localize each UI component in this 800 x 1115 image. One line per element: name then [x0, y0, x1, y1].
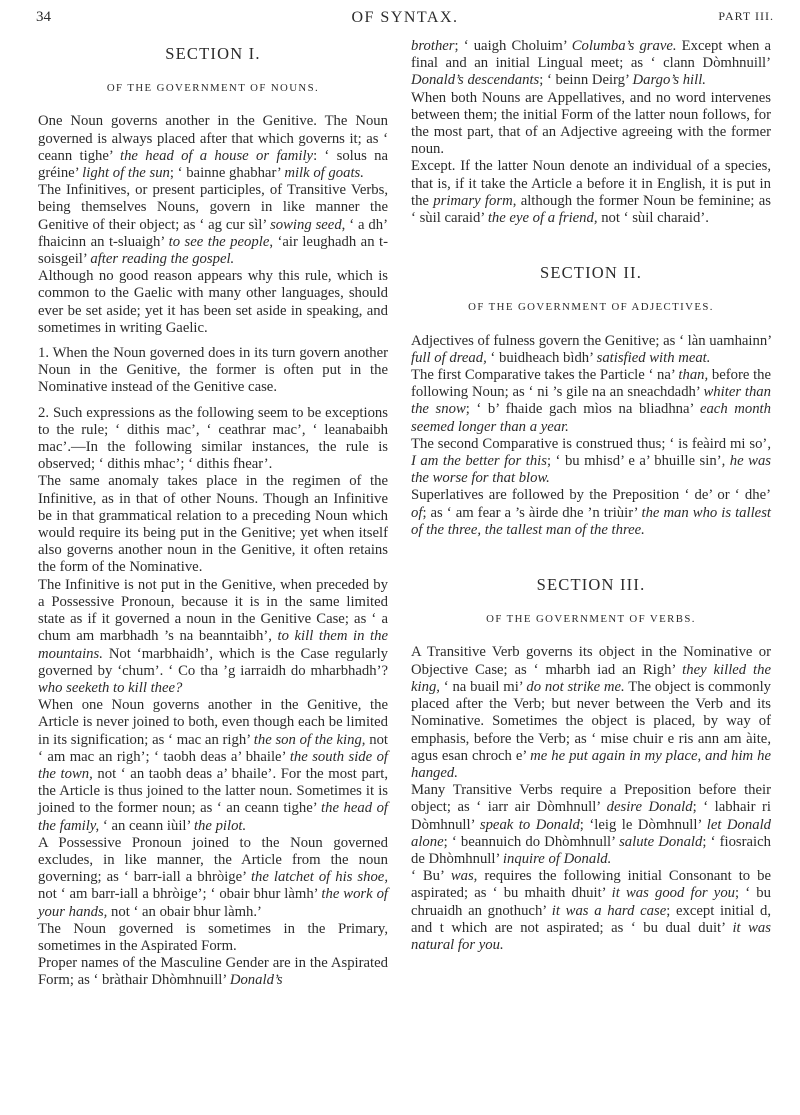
running-title: OF SYNTAX. — [351, 9, 459, 26]
paragraph: 1. When the Noun governed does in its turn govern another Noun in the Genitive, the former is often put in the Nominative instead of the Genitive case. — [38, 345, 388, 396]
paragraph: 2. Such expressions as the following seem to be exceptions to the rule; ‘ dithis mac’, ‘ ceathrar mac’, ‘ leanabaibh mac’.—In the following similar instances, the rule is observed; ‘ dithis mhac’; ‘ dithis fhear’. — [38, 404, 388, 473]
section-1-title: SECTION I. — [165, 44, 261, 63]
section-3-subtitle: OF THE GOVERNMENT OF VERBS. — [486, 613, 696, 626]
section-2-subtitle: OF THE GOVERNMENT OF ADJECTIVES. — [468, 301, 714, 314]
right-column — [411, 38, 771, 954]
section-1-subtitle: OF THE GOVERNMENT OF NOUNS. — [106, 82, 320, 95]
paragraph: The Infinitive is not put in the Genitive, when preceded by a Possessive Pronoun, because it is in the same limited state as if it governed a noun in the Genitive Case; as ‘ a chum am marbhadh ’s na beanntaibh’, to kill them in the mountains. Not ‘marbhaidh’, which is the Case regularly governed by ‘chum’. ‘ Co tha ’g iarraidh do mharbhadh’? who seeketh to kill thee? — [38, 576, 388, 696]
left-column — [38, 38, 388, 990]
paragraph: When both Nouns are Appellatives, and no word intervenes between them; the initial Form of the latter noun follows, for the most part, that of an Adjective agreeing with the former noun. — [411, 89, 771, 158]
paragraph: One Noun governs another in the Genitive. The Noun governed is always placed after that which governs it; as ‘ ceann tighe’ the head of a house or family: ‘ solus na gréine’ light of the sun; ‘ bainne ghabhar’ milk of goats. — [38, 113, 388, 182]
paragraph: Adjectives of fulness govern the Genitive; as ‘ làn uamhainn’ full of dread, ‘ buidheach bìdh’ satisfied with meat. — [411, 332, 771, 366]
paragraph: Although no good reason appears why this rule, which is common to the Gaelic with many other languages, should ever be set aside; yet it has been set aside in speaking, and sometimes in writing Gaelic. — [38, 268, 388, 336]
section-2-title: SECTION II. — [539, 263, 643, 283]
paragraph: Except. If the latter Noun denote an individual of a species, that is, if it take the Article a before it in English, it is put in the primary form, although the former Noun be feminine; as ‘ sùil caraid’ the eye of a friend, not ‘ sùil charaid’. — [411, 158, 771, 227]
paragraph: When one Noun governs another in the Genitive, the Article is never joined to both, even though each be limited in its signification; as ‘ mac an righ’ the son of the king, not ‘ am mac an righ’; ‘ taobh deas a’ bhaile’ the south side of the town, not ‘ an taobh deas a’ bhaile’. For the most part, the Article is thus joined to the latter noun. Sometimes it is joined to the former noun; as ‘ an ceann tighe’ the head of the family, ‘ an ceann iùil’ the pilot. — [38, 697, 389, 834]
paragraph: The second Comparative is construed thus; ‘ is feàird mi so’, I am the better for this; ‘ bu mhisd’ e a’ bhuille sin’, he was the worse for that blow. — [411, 435, 772, 487]
paragraph: The Infinitives, or present participles, of Transitive Verbs, being themselves Nouns, govern in like manner the Genitive of their object; as ‘ ag cur sìl’ sowing seed, ‘ a dh’ fhaicinn an t-sluaigh’ to see the people, ‘air leughadh an t-soisgeil’ after reading the gospel. — [38, 182, 388, 268]
paragraph: The Noun governed is sometimes in the Primary, sometimes in the Aspirated Form. — [38, 920, 388, 954]
paragraph: ‘ Bu’ was, requires the following initial Consonant to be aspirated; as ‘ bu mhaith dhuit’ it was good for you; ‘ bu chruaidh an gnothuch’ it was a hard case; except initial d, and t which are not aspirated; as ‘ bu dual duit’ it was natural for you. — [411, 868, 771, 953]
section-3-title: SECTION III. — [536, 575, 646, 595]
paragraph: The same anomaly takes place in the regimen of the Infinitive, as in that of other Nouns. Though an Infinitive be in that grammatical relation to a preceding Noun which would require its being put in the Genitive; yet when itself also governs another noun in the Genitive, it often retains the form of the Nominative. — [38, 473, 388, 576]
paragraph: The first Comparative takes the Particle ‘ na’ than, before the following Noun; as ‘ ni ’s gile na an sneachdadh’ whiter than the snow; ‘ b’ fhaide gach mìos na bliadhna’ each month seemed longer than a year. — [411, 367, 772, 435]
paragraph: Many Transitive Verbs require a Preposition before their object; as ‘ iarr air Dòmhnull’ desire Donald; ‘ labhair ri Dòmhnull’ speak to Donald; ‘leig le Dòmhnull’ let Donald alone; ‘ beannuich do Dhòmhnull’ salute Donald; ‘ fiosraich de Dhòmhnull’ inquire of Donald. — [411, 782, 771, 867]
part-label: PART III. — [718, 9, 774, 23]
paragraph: A Transitive Verb governs its object in the Nominative or Objective Case; as ‘ mharbh iad an Righ’ they killed the king, ‘ na buail mi’ do not strike me. The object is commonly placed after the Verb; but never between the Verb and its Nominative. Sometimes the object is placed, by way of emphasis, before the Verb; as ‘ mise chuir e ris ann am àite, agus esan chroch e’ me he put again in my place, and him he hanged. — [411, 644, 772, 781]
paragraph: A Possessive Pronoun joined to the Noun governed excludes, in like manner, the Article from the noun governing; as ‘ barr-iall a bhròige’ the latchet of his shoe, not ‘ am barr-iall a bhròige’; ‘ obair bhur làmh’ the work of your hands, not ‘ an obair bhur làmh.’ — [38, 834, 389, 920]
paragraph: Superlatives are followed by the Preposition ‘ de’ or ‘ dhe’ of; as ‘ am fear a ’s àirde dhe ’n triùir’ the man who is tallest of the three, the tallest man of the three. — [411, 487, 771, 538]
paragraph: brother; ‘ uaigh Choluim’ Columba’s grave. Except when a final and an initial Lingual meet; as ‘ clann Dòmhnuill’ Donald’s descendants; ‘ beinn Deirg’ Dargo’s hill. — [411, 38, 771, 89]
paragraph: Proper names of the Masculine Gender are in the Aspirated Form; as ‘ bràthair Dhòmhnuill’ Donald’s — [38, 955, 388, 989]
page-number: 34 — [36, 9, 51, 25]
page-header — [36, 9, 774, 31]
